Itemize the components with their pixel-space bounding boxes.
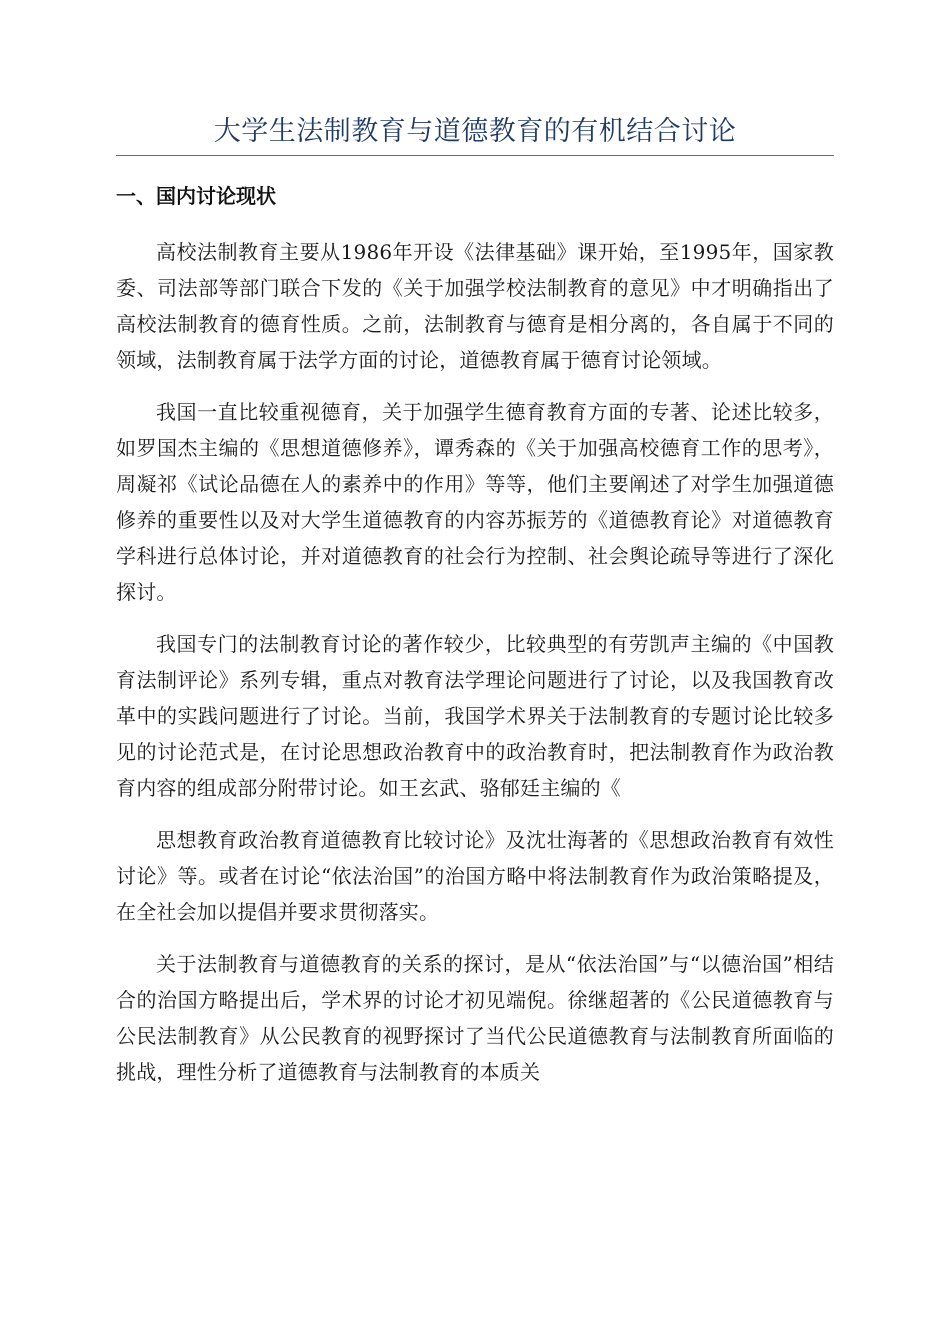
paragraph-2: 我国一直比较重视德育，关于加强学生德育教育方面的专著、论述比较多，如罗国杰主编的《思想道德修养》，谭秀森的《关于加强高校德育工作的思考》，周凝祁《试论品德在人的素养中的作用》等等，他们主要阐述了对学生加强道德修养的重要性以及对大学生道德教育的内容苏振芳的《道德教育论》对道德教育学科进行总体讨论，并对道德教育的社会行为控制、社会舆论疏导等进行了深化探讨。 bbox=[116, 400, 834, 604]
paragraph-4: 思想教育政治教育道德教育比较讨论》及沈壮海著的《思想政治教育有效性讨论》等。或者在讨论“依法治国”的治国方略中将法制教育作为政治策略提及，在全社会加以提倡并要求贯彻落实。 bbox=[116, 828, 834, 924]
paragraph-1: 高校法制教育主要从1986年开设《法律基础》课开始，至1995年，国家教委、司法部等部门联合下发的《关于加强学校法制教育的意见》中才明确指出了高校法制教育的德育性质。之前，法制教育与德育是相分离的，各自属于不同的领域，法制教育属于法学方面的讨论，道德教育属于德育讨论领域。 bbox=[116, 240, 834, 372]
paragraph-3: 我国专门的法制教育讨论的著作较少，比较典型的有劳凯声主编的《中国教育法制评论》系列专辑，重点对教育法学理论问题进行了讨论，以及我国教育改革中的实践问题进行了讨论。当前，我国学术界关于法制教育的专题讨论比较多见的讨论范式是，在讨论思想政治教育中的政治教育时，把法制教育作为政治教育内容的组成部分附带讨论。如王玄武、骆郁廷主编的《 bbox=[116, 632, 834, 800]
document-title: 大学生法制教育与道德教育的有机结合讨论 bbox=[213, 116, 737, 147]
paragraph-5: 关于法制教育与道德教育的关系的探讨，是从“依法治国”与“以德治国”相结合的治国方略提出后，学术界的讨论才初见端倪。徐继超著的《公民道德教育与公民法制教育》从公民教育的视野探讨了当代公民道德教育与法制教育所面临的挑战，理性分析了道德教育与法制教育的本质关 bbox=[116, 952, 834, 1084]
section-heading: 一、国内讨论现状 bbox=[116, 184, 276, 208]
document-page bbox=[116, 110, 834, 1090]
title-underline bbox=[116, 155, 834, 156]
